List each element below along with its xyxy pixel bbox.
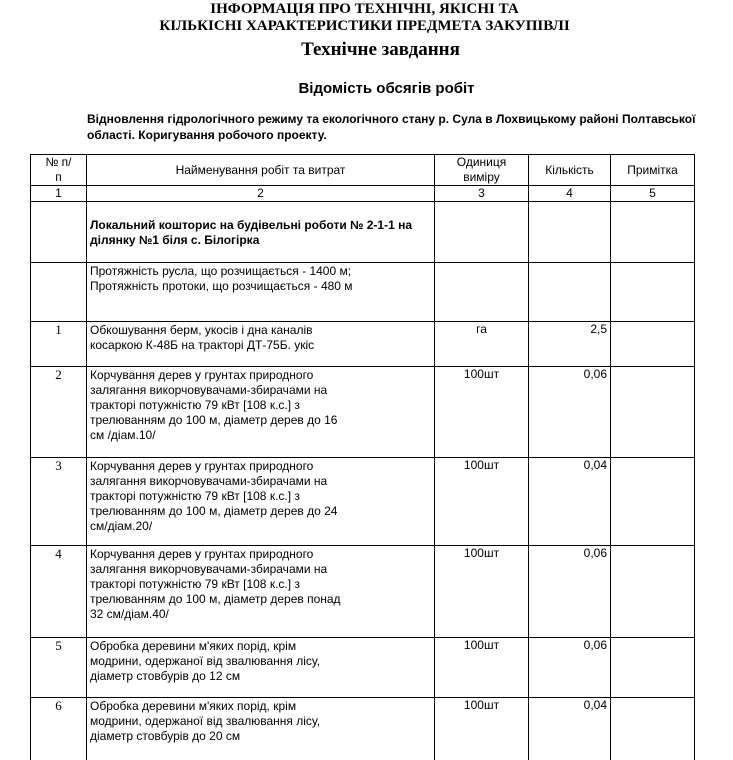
row-note: [611, 638, 695, 698]
table-row: [31, 458, 695, 546]
table-row: [31, 322, 695, 367]
table-header-row: [31, 155, 695, 186]
column-number-row: [31, 186, 695, 202]
section-note-row: [31, 263, 695, 322]
section-title: Локальний кошторис на будівельні роботи № 2-1-1 на ділянку №1 біля с. Білогірка: [87, 202, 435, 263]
table-row: [31, 698, 695, 760]
doc-header-line3: Технічне завдання: [301, 39, 460, 60]
row-unit: 100шт: [435, 367, 529, 458]
header-quantity: Кількість: [529, 155, 611, 186]
row-number: 3: [31, 458, 87, 546]
header-note: Примітка: [611, 155, 695, 186]
header-name: Найменування робіт та витрат: [87, 155, 435, 186]
row-quantity: 0,04: [529, 458, 611, 546]
table-row: [31, 638, 695, 698]
row-quantity: 0,06: [529, 638, 611, 698]
row-work-name: Обкошування берм, укосів і дна каналів косаркою К-48Б на тракторі ДТ-75Б. укіс: [87, 322, 435, 367]
document-subtitle: Відновлення гідрологічного режиму та екологічного стану р. Сула в Лохвицькому районі Полтавської області. Коригування робочого проекту.: [87, 112, 696, 142]
section-title-row: [31, 202, 695, 263]
row-work-name: Обробка деревини м'яких порід, крім модрини, одержаної від звалювання лісу, діаметр стовбурів до 12 см: [87, 638, 435, 698]
table-row: [31, 546, 695, 638]
row-number: 2: [31, 367, 87, 458]
header-unit: Одиниця виміру: [435, 155, 529, 186]
row-work-name: Обробка деревини м'яких порід, крім модрини, одержаної від звалювання лісу, діаметр стовбурів до 20 см: [87, 698, 435, 760]
row-unit: 100шт: [435, 546, 529, 638]
col-number: 2: [87, 186, 435, 202]
row-number: 5: [31, 638, 87, 698]
row-unit: 100шт: [435, 698, 529, 760]
row-note: [611, 546, 695, 638]
table-row: [31, 367, 695, 458]
row-quantity: 0,04: [529, 698, 611, 760]
row-number: 6: [31, 698, 87, 760]
col-number: 5: [611, 186, 695, 202]
doc-header-line1: ІНФОРМАЦІЯ ПРО ТЕХНІЧНІ, ЯКІСНІ ТА: [210, 1, 519, 17]
row-note: [611, 698, 695, 760]
row-note: [611, 322, 695, 367]
row-note: [611, 458, 695, 546]
row-unit: 100шт: [435, 638, 529, 698]
header-number: № п/п: [31, 155, 87, 186]
col-number: 3: [435, 186, 529, 202]
row-unit: га: [435, 322, 529, 367]
row-number: 1: [31, 322, 87, 367]
row-number: 4: [31, 546, 87, 638]
row-quantity: 2,5: [529, 322, 611, 367]
row-work-name: Корчування дерев у грунтах природного залягання викорчовувачами-збирачами на тракторі потужністю 79 кВт [108 к.с.] з трелюванням до 100 м, діаметр дерев до 16 см /діам.10/: [87, 367, 435, 458]
row-work-name: Корчування дерев у грунтах природного залягання викорчовувачами-збирачами на тракторі потужністю 79 кВт [108 к.с.] з трелюванням до 100 м, діаметр дерев понад 32 см/діам.40/: [87, 546, 435, 638]
row-unit: 100шт: [435, 458, 529, 546]
doc-header-line2: КІЛЬКІСНІ ХАРАКТЕРИСТИКИ ПРЕДМЕТА ЗАКУПІВЛІ: [159, 18, 570, 34]
section-note: Протяжність русла, що розчищається - 1400 м; Протяжність протоки, що розчищається - 480 м: [87, 263, 435, 322]
row-work-name: Корчування дерев у грунтах природного залягання викорчовувачами-збирачами на тракторі потужністю 79 кВт [108 к.с.] з трелюванням до 100 м, діаметр дерев до 24 см/діам.20/: [87, 458, 435, 546]
document-title: Відомість обсягів робіт: [298, 80, 475, 97]
row-note: [611, 367, 695, 458]
works-volume-table: [30, 154, 695, 760]
col-number: 4: [529, 186, 611, 202]
row-quantity: 0,06: [529, 367, 611, 458]
col-number: 1: [31, 186, 87, 202]
row-quantity: 0,06: [529, 546, 611, 638]
